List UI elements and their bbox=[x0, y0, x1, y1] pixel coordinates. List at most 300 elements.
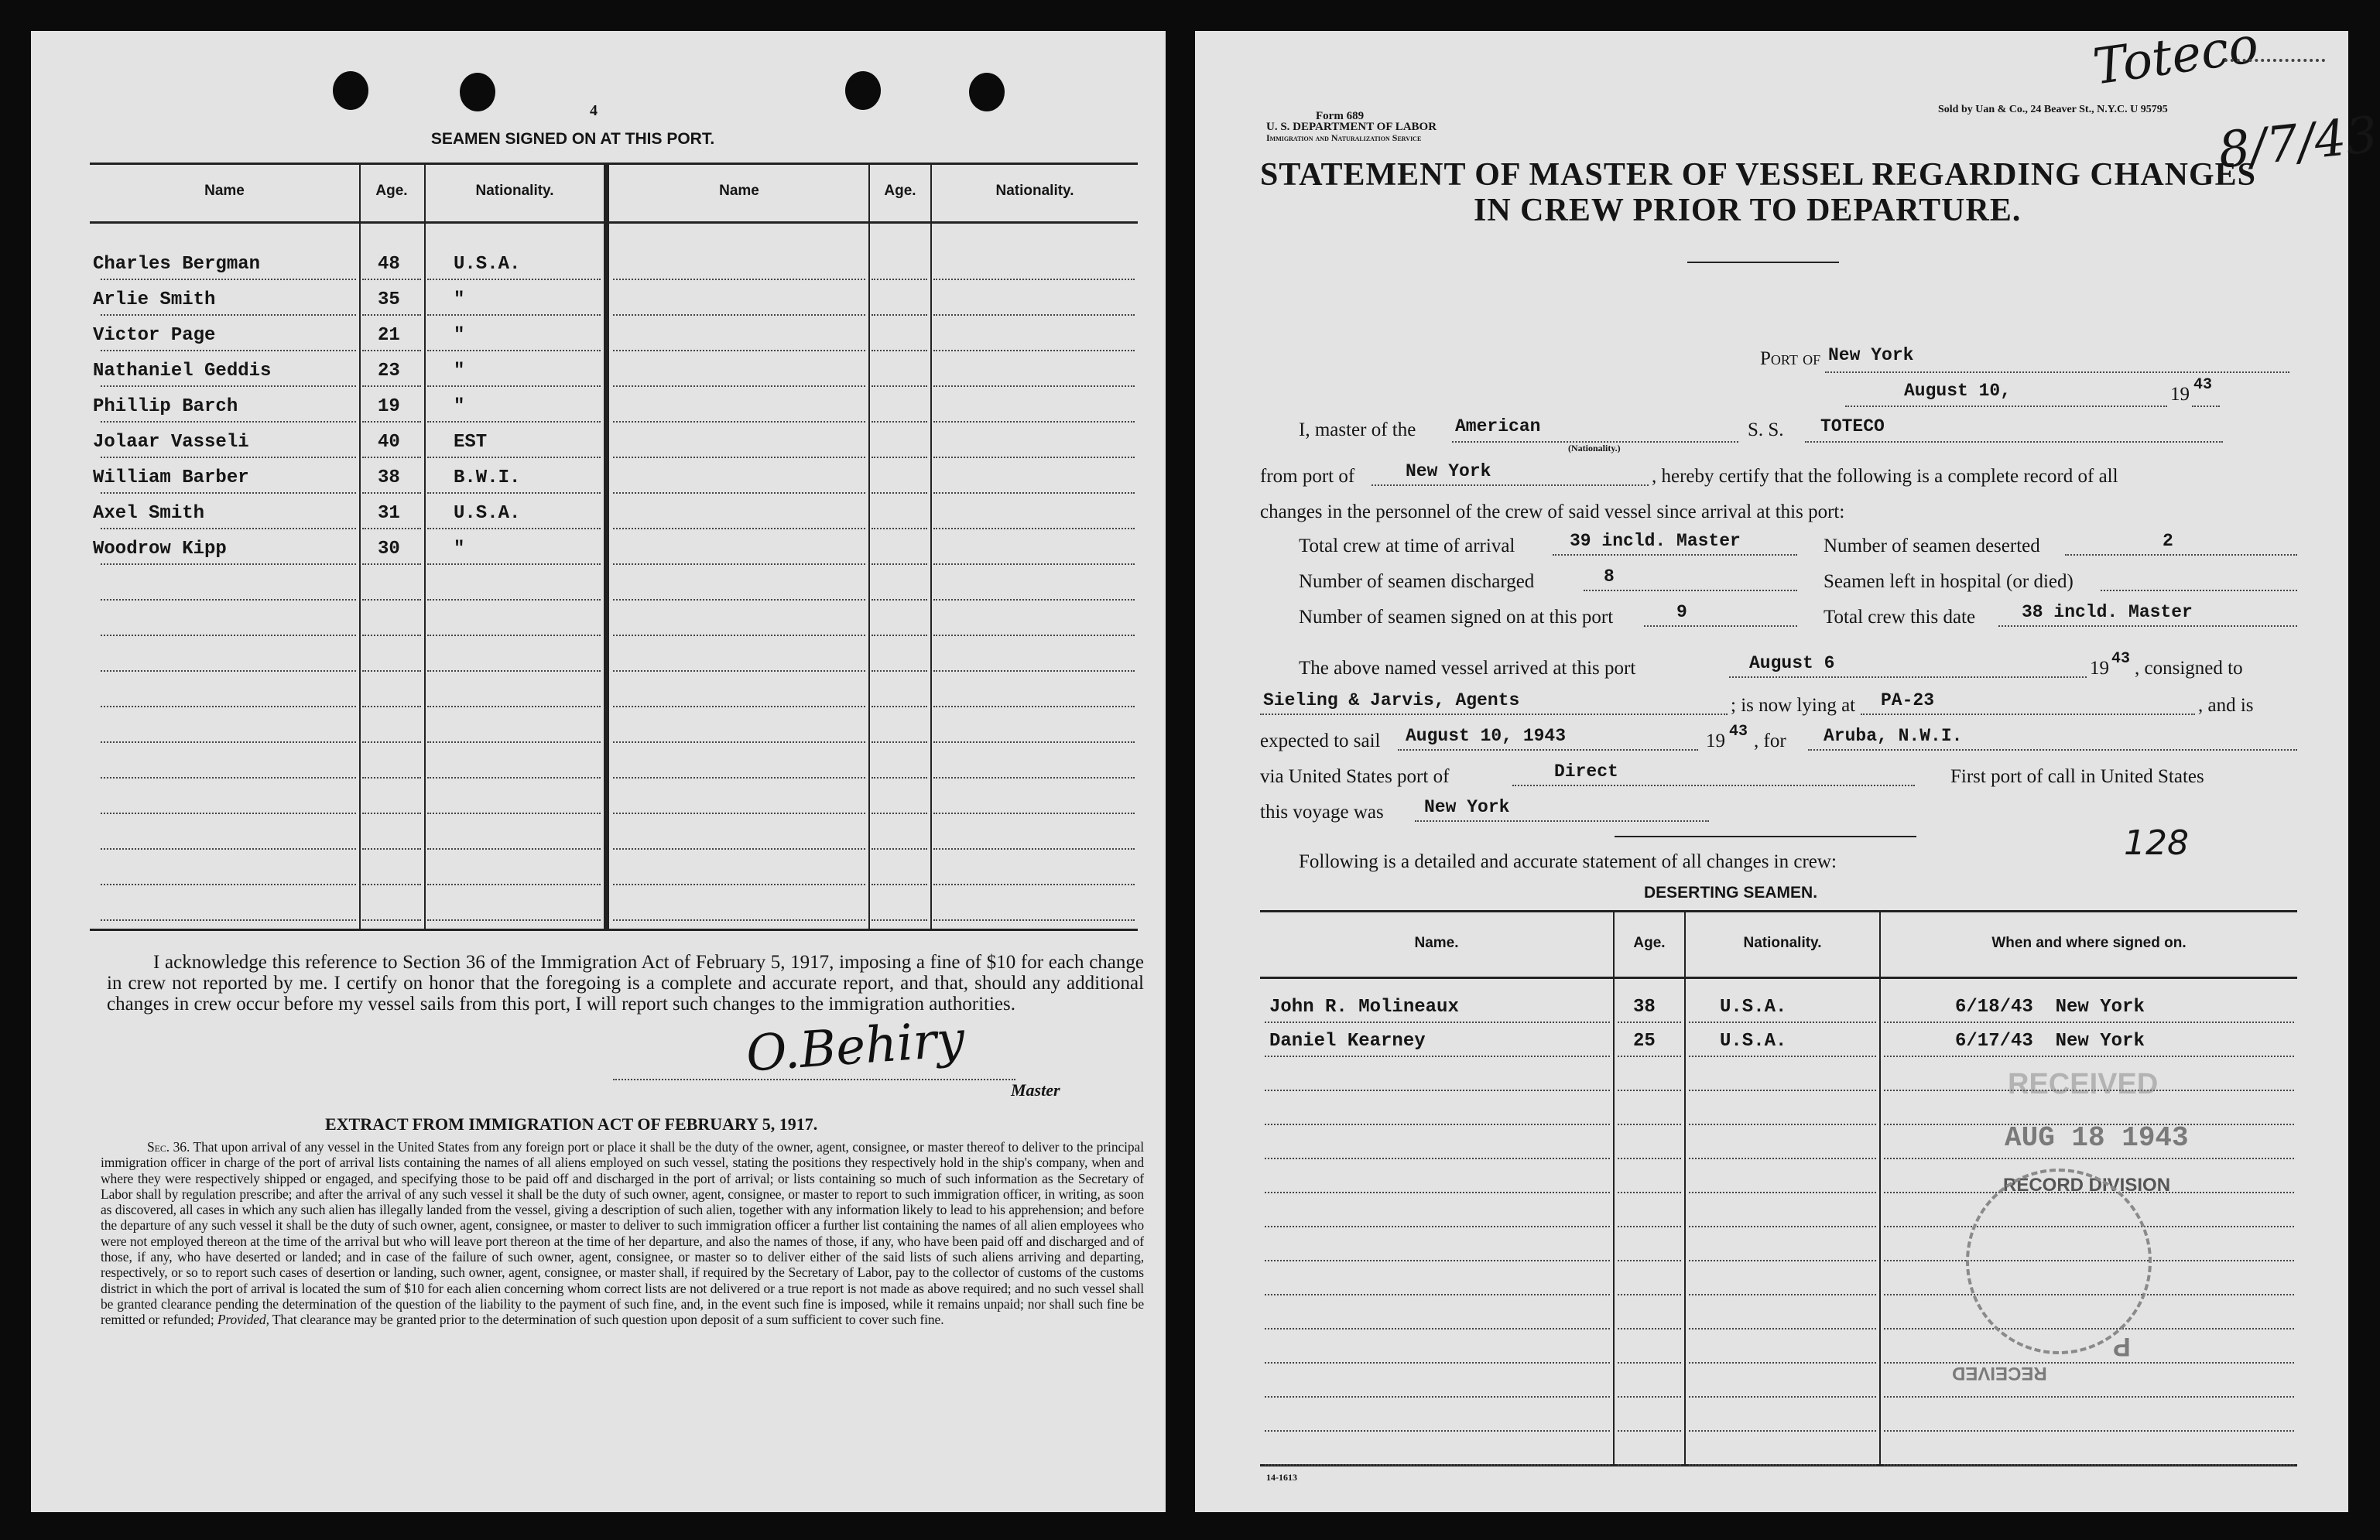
lying-value: PA-23 bbox=[1881, 690, 1935, 710]
row-rule bbox=[1618, 1396, 1681, 1398]
row-rule bbox=[427, 848, 601, 850]
row-rule bbox=[613, 350, 865, 351]
deserter-signed-on: 6/17/43 New York bbox=[1955, 1031, 2145, 1052]
fill-line bbox=[1808, 749, 2297, 751]
row-rule bbox=[362, 813, 421, 814]
row-rule bbox=[1884, 1430, 2294, 1432]
row-rule bbox=[1618, 1158, 1681, 1159]
first-port-label: First port of call in United States bbox=[1950, 766, 2204, 787]
row-rule bbox=[101, 706, 356, 707]
row-rule bbox=[427, 350, 601, 351]
row-rule bbox=[613, 884, 865, 885]
row-rule bbox=[362, 599, 421, 601]
row-rule bbox=[613, 777, 865, 779]
row-rule bbox=[101, 813, 356, 814]
deserting-col-nationality: Nationality. bbox=[1743, 935, 1822, 951]
row-rule bbox=[362, 421, 421, 423]
row-rule bbox=[1689, 1192, 1876, 1193]
row-rule bbox=[933, 670, 1135, 672]
row-rule bbox=[1265, 1158, 1610, 1159]
deserter-age: 25 bbox=[1633, 1031, 1656, 1052]
seaman-age: 30 bbox=[378, 539, 400, 560]
row-rule bbox=[613, 314, 865, 316]
col-divider bbox=[930, 163, 932, 929]
deserting-top-rule bbox=[1260, 910, 2297, 912]
section-36-label: Sec. 36. bbox=[147, 1139, 190, 1155]
port-of-label: Port of bbox=[1760, 348, 1821, 369]
row-rule bbox=[427, 492, 601, 494]
row-rule bbox=[1884, 1396, 2294, 1398]
fill-line bbox=[1805, 441, 2223, 443]
row-rule bbox=[1689, 1124, 1876, 1125]
fill-line bbox=[1861, 714, 2195, 715]
row-rule bbox=[933, 848, 1135, 850]
following-text: Following is a detailed and accurate statement of all changes in crew: bbox=[1299, 851, 1837, 872]
row-rule bbox=[872, 919, 927, 921]
changes-text: changes in the personnel of the crew of said vessel since arrival at this port: bbox=[1260, 501, 1845, 522]
row-rule bbox=[1884, 1056, 2294, 1057]
punch-hole bbox=[845, 71, 881, 110]
row-rule bbox=[1618, 1260, 1681, 1261]
center-divider bbox=[604, 163, 609, 929]
row-rule bbox=[362, 350, 421, 351]
col-divider bbox=[1613, 910, 1615, 1464]
from-port-label: from port of bbox=[1260, 466, 1355, 487]
row-rule bbox=[362, 848, 421, 850]
row-rule bbox=[101, 350, 356, 351]
row-rule bbox=[613, 385, 865, 387]
row-rule bbox=[101, 670, 356, 672]
consigned-label: , consigned to bbox=[2135, 658, 2243, 679]
hospital-label: Seamen left in hospital (or died) bbox=[1824, 571, 2074, 592]
row-rule bbox=[872, 813, 927, 814]
row-rule bbox=[933, 599, 1135, 601]
seaman-name: Woodrow Kipp bbox=[93, 539, 227, 560]
row-rule bbox=[362, 635, 421, 636]
row-rule bbox=[933, 528, 1135, 529]
seaman-name: Charles Bergman bbox=[93, 254, 261, 275]
row-rule bbox=[101, 421, 356, 423]
row-rule bbox=[1265, 1056, 1610, 1057]
expected-year-prefix: 19 bbox=[1706, 731, 1725, 751]
fill-line bbox=[2065, 554, 2297, 556]
section-36-body: That upon arrival of any vessel in the United States from any foreign port or place it shall be the duty of the owner, agent, consignee, or master thereof to deliver to the principal immigration officer in charge of the port of arrival lists containing the names of all aliens employed on such vessel, stating the positions they respectively hold in the ship's company, when and where they were respectively shipped or engaged, and specifying those to be paid off and discharged in the port of arrival; or lists containing so much of such information as the Secretary of Labor shall by regulation prescribe; and after the arrival of any such vessel it shall be the duty of such owner, agent, consignee, or master to report to such immigration officer, in writing, as soon as discovered, all cases in which any such alien has illegally landed from the vessel, giving a description of such alien, together with any information likely to lead to his apprehension; and before the departure of any such vessel it shall be the duty of such owner, agent, consignee, or master to deliver to such immigration officer a further list containing the names of all alien employees who were not employed thereon at the time of the arrival but who will leave port thereon at the time of her departure, and also the names of those, if any, who have been paid off and discharged and of those, if any, who have deserted or landed; and in case of the failure of such owner, agent, consignee, or master so to deliver either of the said lists of such aliens arriving and departing, respectively, or so to report such cases of desertion or landing, such owner, agent, consignee, or master shall, if required by the Secretary of Labor, pay to the collector of customs of the customs district in which the port of arrival is located the sum of $10 for each alien concerning whom correct lists are not delivered or a true report is not made as above required; and no such vessel shall be granted clearance pending the determination of the question of the liability to the payment of such fine, and, in the event such fine is imposed, while it remains unpaid; nor shall such fine be remitted or refunded; bbox=[101, 1139, 1144, 1328]
row-rule bbox=[427, 457, 601, 458]
expected-value: August 10, 1943 bbox=[1406, 726, 1567, 746]
separator-rule bbox=[1615, 836, 1916, 837]
punch-hole bbox=[460, 73, 495, 111]
row-rule bbox=[101, 457, 356, 458]
row-rule bbox=[101, 741, 356, 743]
row-rule bbox=[1689, 1090, 1876, 1091]
row-rule bbox=[1689, 1430, 1876, 1432]
nationality-value: American bbox=[1455, 416, 1541, 436]
row-rule bbox=[362, 457, 421, 458]
handwritten-date: 8/7/43 bbox=[2215, 106, 2380, 180]
seaman-nationality: " bbox=[454, 289, 465, 310]
row-rule bbox=[872, 350, 927, 351]
fill-line bbox=[1398, 749, 1698, 751]
and-is-label: , and is bbox=[2198, 695, 2254, 716]
deserter-signed-on: 6/18/43 New York bbox=[1955, 997, 2145, 1018]
fill-line bbox=[1371, 484, 1649, 486]
row-rule bbox=[362, 492, 421, 494]
form-number: Form 689 bbox=[1316, 110, 1365, 122]
row-rule bbox=[613, 279, 865, 280]
agent-value: Sieling & Jarvis, Agents bbox=[1263, 690, 1520, 710]
section-36-text bbox=[101, 1139, 1144, 1328]
row-rule bbox=[933, 385, 1135, 387]
row-rule bbox=[101, 777, 356, 779]
signed-on-label: Number of seamen signed on at this port bbox=[1299, 607, 1614, 628]
seaman-age: 48 bbox=[378, 254, 400, 275]
row-rule bbox=[101, 884, 356, 885]
row-rule bbox=[427, 884, 601, 885]
seaman-nationality: " bbox=[454, 396, 465, 417]
row-rule bbox=[933, 314, 1135, 316]
table-header-rule bbox=[90, 221, 1138, 224]
col-divider bbox=[1879, 910, 1881, 1464]
fill-line bbox=[1998, 625, 2297, 627]
stamp-letter: P bbox=[2113, 1332, 2131, 1361]
deserting-title: DESERTING SEAMEN. bbox=[1644, 884, 1818, 902]
row-rule bbox=[101, 635, 356, 636]
seaman-age: 31 bbox=[378, 503, 400, 524]
ss-label: S. S. bbox=[1748, 419, 1784, 440]
row-rule bbox=[1689, 1294, 1876, 1295]
col-header-name-2: Name bbox=[719, 183, 759, 199]
row-rule bbox=[1689, 1328, 1876, 1330]
deserted-value: 2 bbox=[2163, 531, 2173, 551]
deserter-name: Daniel Kearney bbox=[1269, 1031, 1426, 1052]
deserting-header-rule bbox=[1260, 977, 2297, 979]
row-rule bbox=[1265, 1396, 1610, 1398]
row-rule bbox=[427, 385, 601, 387]
row-rule bbox=[1265, 1124, 1610, 1125]
row-rule bbox=[362, 528, 421, 529]
seaman-nationality: " bbox=[454, 325, 465, 346]
row-rule bbox=[613, 635, 865, 636]
fill-line bbox=[1415, 820, 1709, 822]
row-rule bbox=[872, 741, 927, 743]
seaman-age: 23 bbox=[378, 361, 400, 382]
fill-line bbox=[1825, 371, 2289, 373]
row-rule bbox=[427, 314, 601, 316]
fill-line bbox=[1553, 554, 1797, 556]
row-rule bbox=[1618, 1430, 1681, 1432]
row-rule bbox=[427, 813, 601, 814]
row-rule bbox=[613, 563, 865, 565]
via-value: Direct bbox=[1554, 761, 1618, 782]
row-rule bbox=[1689, 1260, 1876, 1261]
seaman-age: 40 bbox=[378, 432, 400, 453]
handwritten-underline bbox=[2224, 59, 2325, 62]
row-rule bbox=[872, 706, 927, 707]
punch-hole bbox=[333, 71, 368, 110]
row-rule bbox=[101, 599, 356, 601]
arrived-value: August 6 bbox=[1749, 653, 1835, 673]
row-rule bbox=[1689, 1464, 1876, 1466]
row-rule bbox=[933, 350, 1135, 351]
row-rule bbox=[1618, 1124, 1681, 1125]
row-rule bbox=[933, 279, 1135, 280]
col-header-age-2: Age. bbox=[884, 183, 916, 199]
deserted-label: Number of seamen deserted bbox=[1824, 536, 2040, 556]
arrived-year-value: 43 bbox=[2111, 650, 2131, 668]
row-rule bbox=[872, 492, 927, 494]
row-rule bbox=[872, 314, 927, 316]
master-signature: O.Behiry bbox=[744, 1011, 967, 1083]
department-name: U. S. DEPARTMENT OF LABOR bbox=[1266, 121, 1437, 133]
punch-hole bbox=[969, 73, 1005, 111]
fill-line bbox=[2101, 590, 2297, 591]
row-rule bbox=[1618, 1022, 1681, 1023]
total-crew-date-value: 38 incld. Master bbox=[2022, 602, 2193, 622]
title-underline bbox=[1687, 262, 1839, 263]
row-rule bbox=[872, 599, 927, 601]
section-title: SEAMEN SIGNED ON AT THIS PORT. bbox=[430, 130, 715, 148]
row-rule bbox=[933, 563, 1135, 565]
expected-year-value: 43 bbox=[1729, 723, 1748, 741]
row-rule bbox=[1884, 1362, 2294, 1364]
row-rule bbox=[1618, 1226, 1681, 1227]
row-rule bbox=[362, 919, 421, 921]
row-rule bbox=[1265, 1294, 1610, 1295]
row-rule bbox=[101, 848, 356, 850]
seaman-nationality: " bbox=[454, 539, 465, 560]
row-rule bbox=[1689, 1396, 1876, 1398]
master-label: Master bbox=[1011, 1080, 1060, 1100]
col-divider bbox=[424, 163, 426, 929]
ss-value: TOTECO bbox=[1820, 416, 1885, 436]
col-divider bbox=[359, 163, 361, 929]
row-rule bbox=[1265, 1328, 1610, 1330]
col-divider bbox=[868, 163, 870, 929]
voyage-label: this voyage was bbox=[1260, 802, 1384, 823]
received-stamp-date: AUG 18 1943 bbox=[2005, 1122, 2189, 1154]
row-rule bbox=[101, 385, 356, 387]
row-rule bbox=[1689, 1362, 1876, 1364]
fill-line bbox=[1584, 590, 1797, 591]
row-rule bbox=[1618, 1464, 1681, 1466]
deserting-col-name: Name. bbox=[1414, 935, 1459, 951]
row-rule bbox=[1884, 1158, 2294, 1159]
fill-line bbox=[1644, 625, 1797, 627]
section-36-end: That clearance may be granted prior to the determination of such question upon deposit of a sum sufficient to cover such fine. bbox=[272, 1312, 944, 1328]
row-rule bbox=[1618, 1090, 1681, 1091]
fill-line bbox=[1512, 785, 1915, 786]
seaman-name: William Barber bbox=[93, 467, 249, 488]
handwritten-vessel-name: Toteco bbox=[2089, 16, 2262, 97]
for-label: , for bbox=[1754, 731, 1786, 751]
via-label: via United States port of bbox=[1260, 766, 1450, 787]
year-prefix: 19 bbox=[2170, 384, 2190, 405]
row-rule bbox=[427, 563, 601, 565]
row-rule bbox=[362, 777, 421, 779]
row-rule bbox=[362, 670, 421, 672]
nationality-hint: (Nationality.) bbox=[1568, 443, 1621, 453]
seaman-nationality: " bbox=[454, 361, 465, 382]
row-rule bbox=[933, 741, 1135, 743]
row-rule bbox=[613, 813, 865, 814]
form-title-line-2: IN CREW PRIOR TO DEPARTURE. bbox=[1474, 193, 2022, 228]
row-rule bbox=[1618, 1328, 1681, 1330]
row-rule bbox=[613, 457, 865, 458]
row-rule bbox=[613, 706, 865, 707]
section-36-provided: Provided, bbox=[217, 1312, 269, 1328]
table-bottom-rule bbox=[90, 929, 1138, 931]
seaman-name: Arlie Smith bbox=[93, 289, 216, 310]
row-rule bbox=[362, 563, 421, 565]
row-rule bbox=[1618, 1056, 1681, 1057]
seaman-name: Phillip Barch bbox=[93, 396, 238, 417]
row-rule bbox=[613, 670, 865, 672]
page-number: 4 bbox=[590, 102, 598, 119]
record-division-stamp: RECORD DIVISION bbox=[2003, 1175, 2171, 1196]
row-rule bbox=[362, 706, 421, 707]
seaman-age: 35 bbox=[378, 289, 400, 310]
row-rule bbox=[1884, 1022, 2294, 1023]
deserter-nationality: U.S.A. bbox=[1720, 1031, 1787, 1052]
voyage-value: New York bbox=[1424, 797, 1510, 817]
row-rule bbox=[872, 385, 927, 387]
row-rule bbox=[427, 279, 601, 280]
seaman-name: Axel Smith bbox=[93, 503, 205, 524]
deserting-col-age: Age. bbox=[1633, 935, 1666, 951]
row-rule bbox=[1884, 1464, 2294, 1466]
for-value: Aruba, N.W.I. bbox=[1824, 726, 1963, 746]
fill-line bbox=[1729, 676, 2087, 678]
discharged-label: Number of seamen discharged bbox=[1299, 571, 1535, 592]
row-rule bbox=[1265, 1192, 1610, 1193]
seaman-nationality: U.S.A. bbox=[454, 503, 521, 524]
row-rule bbox=[1265, 1362, 1610, 1364]
total-crew-arrival-value: 39 incld. Master bbox=[1570, 531, 1741, 551]
seaman-age: 38 bbox=[378, 467, 400, 488]
row-rule bbox=[872, 421, 927, 423]
deserting-col-signed-on: When and where signed on. bbox=[1991, 935, 2187, 951]
row-rule bbox=[1265, 1022, 1610, 1023]
fill-line bbox=[1845, 406, 2167, 407]
row-rule bbox=[1265, 1430, 1610, 1432]
row-rule bbox=[101, 528, 356, 529]
row-rule bbox=[1618, 1362, 1681, 1364]
row-rule bbox=[933, 421, 1135, 423]
row-rule bbox=[101, 563, 356, 565]
row-rule bbox=[872, 457, 927, 458]
signed-on-value: 9 bbox=[1676, 602, 1687, 622]
circular-seal bbox=[1966, 1169, 2152, 1354]
row-rule bbox=[933, 777, 1135, 779]
row-rule bbox=[362, 314, 421, 316]
handwritten-number: 128 bbox=[2124, 823, 2189, 863]
year-value: 43 bbox=[2193, 376, 2213, 394]
seaman-age: 21 bbox=[378, 325, 400, 346]
row-rule bbox=[427, 528, 601, 529]
certify-text: , hereby certify that the following is a complete record of all bbox=[1652, 466, 2118, 487]
row-rule bbox=[872, 777, 927, 779]
seaman-age: 19 bbox=[378, 396, 400, 417]
row-rule bbox=[1618, 1192, 1681, 1193]
row-rule bbox=[933, 457, 1135, 458]
row-rule bbox=[427, 635, 601, 636]
from-port-value: New York bbox=[1406, 461, 1491, 481]
row-rule bbox=[101, 279, 356, 280]
fill-line bbox=[2192, 406, 2220, 407]
printer-note: Sold by Uan & Co., 24 Beaver St., N.Y.C. U 95795 bbox=[1938, 104, 2168, 115]
seaman-nationality: U.S.A. bbox=[454, 254, 521, 275]
row-rule bbox=[872, 670, 927, 672]
row-rule bbox=[1689, 1022, 1876, 1023]
row-rule bbox=[933, 884, 1135, 885]
total-crew-arrival-label: Total crew at time of arrival bbox=[1299, 536, 1515, 556]
row-rule bbox=[933, 492, 1135, 494]
row-rule bbox=[1265, 1260, 1610, 1261]
row-rule bbox=[613, 848, 865, 850]
row-rule bbox=[101, 919, 356, 921]
deserter-nationality: U.S.A. bbox=[1720, 997, 1787, 1018]
deserter-age: 38 bbox=[1633, 997, 1656, 1018]
right-page bbox=[1195, 16, 2380, 1512]
seaman-name: Nathaniel Geddis bbox=[93, 361, 272, 382]
row-rule bbox=[933, 706, 1135, 707]
row-rule bbox=[1689, 1226, 1876, 1227]
row-rule bbox=[362, 741, 421, 743]
arrived-year-prefix: 19 bbox=[2090, 658, 2109, 679]
row-rule bbox=[1265, 1464, 1610, 1466]
row-rule bbox=[427, 670, 601, 672]
seaman-name: Victor Page bbox=[93, 325, 216, 346]
row-rule bbox=[427, 741, 601, 743]
seaman-nationality: B.W.I. bbox=[454, 467, 521, 488]
row-rule bbox=[1618, 1294, 1681, 1295]
row-rule bbox=[613, 741, 865, 743]
signature-line bbox=[613, 1079, 1015, 1080]
service-name: Immigration and Naturalization Service bbox=[1266, 132, 1422, 143]
expected-label: expected to sail bbox=[1260, 731, 1381, 751]
footer-code: 14-1613 bbox=[1266, 1472, 1297, 1483]
row-rule bbox=[101, 314, 356, 316]
row-rule bbox=[872, 884, 927, 885]
acknowledgment-text: I acknowledge this reference to Section 36 of the Immigration Act of February 5, 1917, imposing a fine of $10 for each change in crew not reported by me. I certify on honor that the foregoing is a complete and accurate report, and that, should any additional changes in crew occur before my vessel sails from this port, I will report such changes to the immigration authorities. bbox=[107, 952, 1144, 1015]
col-divider bbox=[1684, 910, 1686, 1464]
col-header-nationality: Nationality. bbox=[475, 183, 554, 199]
extract-title: EXTRACT FROM IMMIGRATION ACT OF FEBRUARY 5, 1917. bbox=[325, 1114, 818, 1134]
row-rule bbox=[362, 385, 421, 387]
row-rule bbox=[613, 919, 865, 921]
row-rule bbox=[101, 492, 356, 494]
row-rule bbox=[1265, 1090, 1610, 1091]
row-rule bbox=[933, 813, 1135, 814]
col-header-age: Age. bbox=[375, 183, 408, 199]
row-rule bbox=[427, 421, 601, 423]
row-rule bbox=[427, 599, 601, 601]
row-rule bbox=[1689, 1056, 1876, 1057]
discharged-value: 8 bbox=[1604, 566, 1615, 587]
row-rule bbox=[933, 919, 1135, 921]
row-rule bbox=[1689, 1158, 1876, 1159]
port-of-value: New York bbox=[1828, 345, 1914, 365]
row-rule bbox=[872, 848, 927, 850]
row-rule bbox=[613, 599, 865, 601]
row-rule bbox=[362, 884, 421, 885]
row-rule bbox=[872, 563, 927, 565]
received-stamp: RECEIVED bbox=[2008, 1068, 2159, 1100]
fill-line bbox=[1260, 714, 1728, 715]
row-rule bbox=[427, 777, 601, 779]
row-rule bbox=[872, 528, 927, 529]
table-top-rule bbox=[90, 163, 1138, 165]
